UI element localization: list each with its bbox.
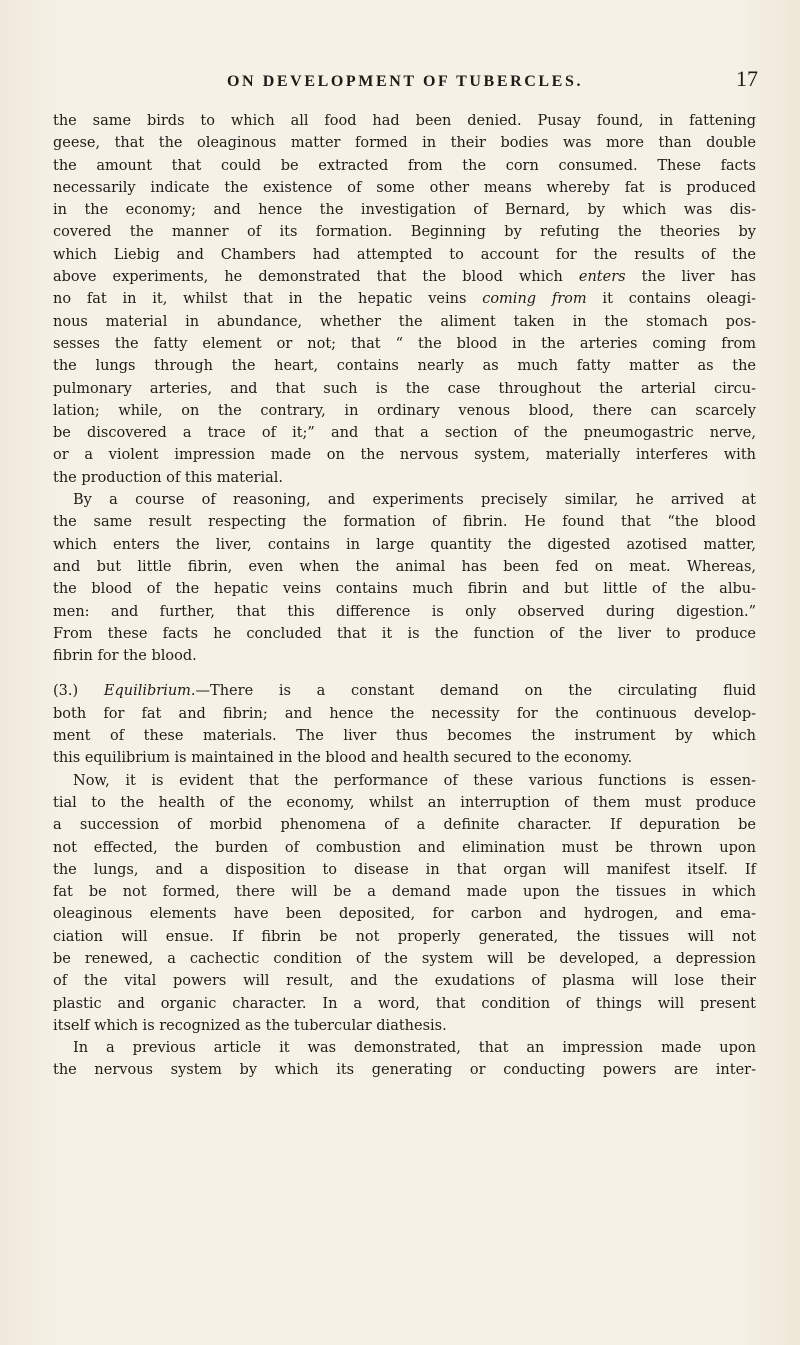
p4-line-11: plastic and organic character. In a word, that condition of things will present: [53, 995, 756, 1012]
p3-number: (3.): [53, 683, 104, 700]
p4-line-2: tial to the health of the economy, whilst an interruption of them must produce: [53, 794, 756, 811]
p4-line-3: a succession of morbid phenomena of a definite character. If depuration be: [53, 817, 756, 834]
p1-line-13: pulmonary arteries, and that such is the case throughout the arterial circu-: [53, 380, 756, 397]
p3-title-italic: Equilibrium.: [103, 683, 196, 700]
p4-line-10: of the vital powers will result, and the exudations of plasma will lose their: [53, 973, 756, 990]
p4-line-9: be renewed, a cachectic condition of the system will be developed, a depression: [53, 950, 756, 967]
p3-line-2: both for fat and fibrin; and hence the necessity for the continuous develop-: [53, 705, 756, 722]
p1-line-15: be discovered a trace of it;” and that a section of the pneumogastric nerve,: [53, 425, 756, 442]
p2-line-5: the blood of the hepatic veins contains much fibrin and but little of the albu-: [53, 581, 756, 598]
p4-line-4: not effected, the burden of combustion and elimination must be thrown upon: [53, 839, 756, 856]
p1-line-8-text: above experiments, he demonstrated that the blood which: [53, 269, 563, 286]
p1-line-8-end: the liver has: [625, 269, 756, 286]
p4-line-6: fat be not formed, there will be a demand made upon the tissues in which: [53, 884, 756, 901]
p1-line-8: [53, 266, 756, 288]
running-title: ON DEVELOPMENT OF TUBERCLES.: [226, 73, 584, 90]
p4-line-1: Now, it is evident that the performance of these various functions is essen-: [73, 772, 756, 789]
p1-line-10: nous material in abundance, whether the aliment taken in the stomach pos-: [53, 313, 756, 330]
p4-line-8: ciation will ensue. If fibrin be not properly generated, the tissues will not: [53, 928, 756, 945]
p1-enters-italic: enters: [578, 269, 626, 286]
p2-line-6: men: and further, that this difference is only observed during digestion.”: [53, 603, 756, 620]
p3-line-1: [53, 680, 756, 702]
p1-line-7: which Liebig and Chambers had attempted to account for the results of the: [53, 246, 756, 263]
p3-line-3: ment of these materials. The liver thus becomes the instrument by which: [53, 728, 756, 745]
p4-line-12: itself which is recognized as the tubercular diathesis.: [53, 1017, 447, 1034]
p1-line-9-start: no fat in it, whilst that in the hepatic veins: [53, 291, 483, 308]
p4-line-5: the lungs, and a disposition to disease in that organ will manifest itself. If: [53, 861, 756, 878]
p1-line-16: or a violent impression made on the nervous system, materially interferes with: [53, 447, 756, 464]
p2-line-2: the same result respecting the formation of fibrin. He found that “the blood: [53, 514, 756, 531]
p1-line-12: the lungs through the heart, contains nearly as much fatty matter as the: [53, 358, 756, 375]
p1-line-4: necessarily indicate the existence of some other means whereby fat is produced: [53, 179, 756, 196]
p3-line-1-rest: —There is a constant demand on the circulating fluid: [195, 683, 757, 700]
p1-line-1: the same birds to which all food had been denied. Pusay found, in fattening: [53, 113, 756, 129]
p1-line-14: lation; while, on the contrary, in ordinary venous blood, there can scarcely: [53, 402, 756, 419]
p3-line-4: this equilibrium is maintained in the blood and health secured to the economy.: [53, 750, 633, 767]
body-text: [53, 110, 756, 1082]
p5-line-1: In a previous article it was demonstrated, that an impression made upon: [73, 1040, 756, 1057]
p2-line-8: fibrin for the blood.: [53, 648, 197, 665]
p2-line-3: which enters the liver, contains in large quantity the digested azotised matter,: [53, 536, 756, 553]
running-head: [52, 68, 758, 96]
p1-line-2: geese, that the oleaginous matter formed in their bodies was more than double: [53, 135, 756, 152]
p1-coming-from-italic: coming from: [482, 291, 587, 308]
p1-line-3: the amount that could be extracted from the corn consumed. These facts: [53, 157, 756, 174]
page-number: 17: [736, 66, 758, 91]
p1-line-6: covered the manner of its formation. Beginning by refuting the theories by: [53, 224, 756, 241]
p1-line-11: sesses the fatty element or not; that “ the blood in the arteries coming from: [53, 335, 756, 352]
p2-line-4: and but little fibrin, even when the animal has been fed on meat. Whereas,: [53, 558, 756, 575]
p2-line-7: From these facts he concluded that it is the function of the liver to produce: [53, 625, 756, 642]
p5-line-2: the nervous system by which its generating or conducting powers are inter-: [53, 1062, 756, 1079]
p1-line-5: in the economy; and hence the investigation of Bernard, by which was dis-: [53, 202, 756, 219]
p1-line-9: [53, 288, 756, 310]
p2-line-1: By a course of reasoning, and experiments precisely similar, he arrived at: [73, 492, 756, 509]
p1-line-17: the production of this material.: [53, 469, 284, 486]
p1-line-9-end: it contains oleagi-: [586, 291, 756, 308]
p4-line-7: oleaginous elements have been deposited, for carbon and hydrogen, and ema-: [53, 906, 756, 923]
